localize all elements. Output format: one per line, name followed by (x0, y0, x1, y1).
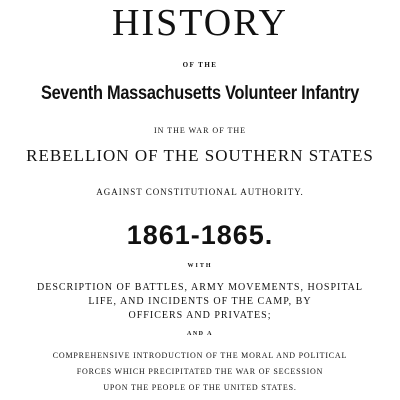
regiment-name: Seventh Massachusetts Volunteer Infantry (40, 83, 360, 104)
and-a-label: AND A (186, 331, 213, 337)
rebellion-heading: REBELLION OF THE SOUTHERN STATES (26, 146, 374, 165)
introduction-line: FORCES WHICH PRECIPITATED THE WAR OF SECESSION (76, 367, 324, 376)
of-the-label: OF THE (182, 61, 218, 69)
book-title: HISTORY (112, 2, 288, 44)
introduction-line: UPON THE PEOPLE OF THE UNITED STATES. (103, 383, 297, 392)
with-label: WITH (187, 263, 213, 269)
description-line: DESCRIPTION OF BATTLES, ARMY MOVEMENTS, HOSPITAL (36, 282, 364, 293)
description-line: OFFICERS AND PRIVATES; (128, 310, 272, 321)
against-authority-line: AGAINST CONSTITUTIONAL AUTHORITY. (96, 187, 304, 197)
description-line: LIFE, AND INCIDENTS OF THE CAMP, BY (88, 296, 312, 307)
years-heading: 1861-1865. (126, 220, 274, 250)
in-the-war-label: IN THE WAR OF THE (153, 126, 247, 135)
introduction-line: COMPREHENSIVE INTRODUCTION OF THE MORAL AND POLITICAL (52, 351, 348, 360)
